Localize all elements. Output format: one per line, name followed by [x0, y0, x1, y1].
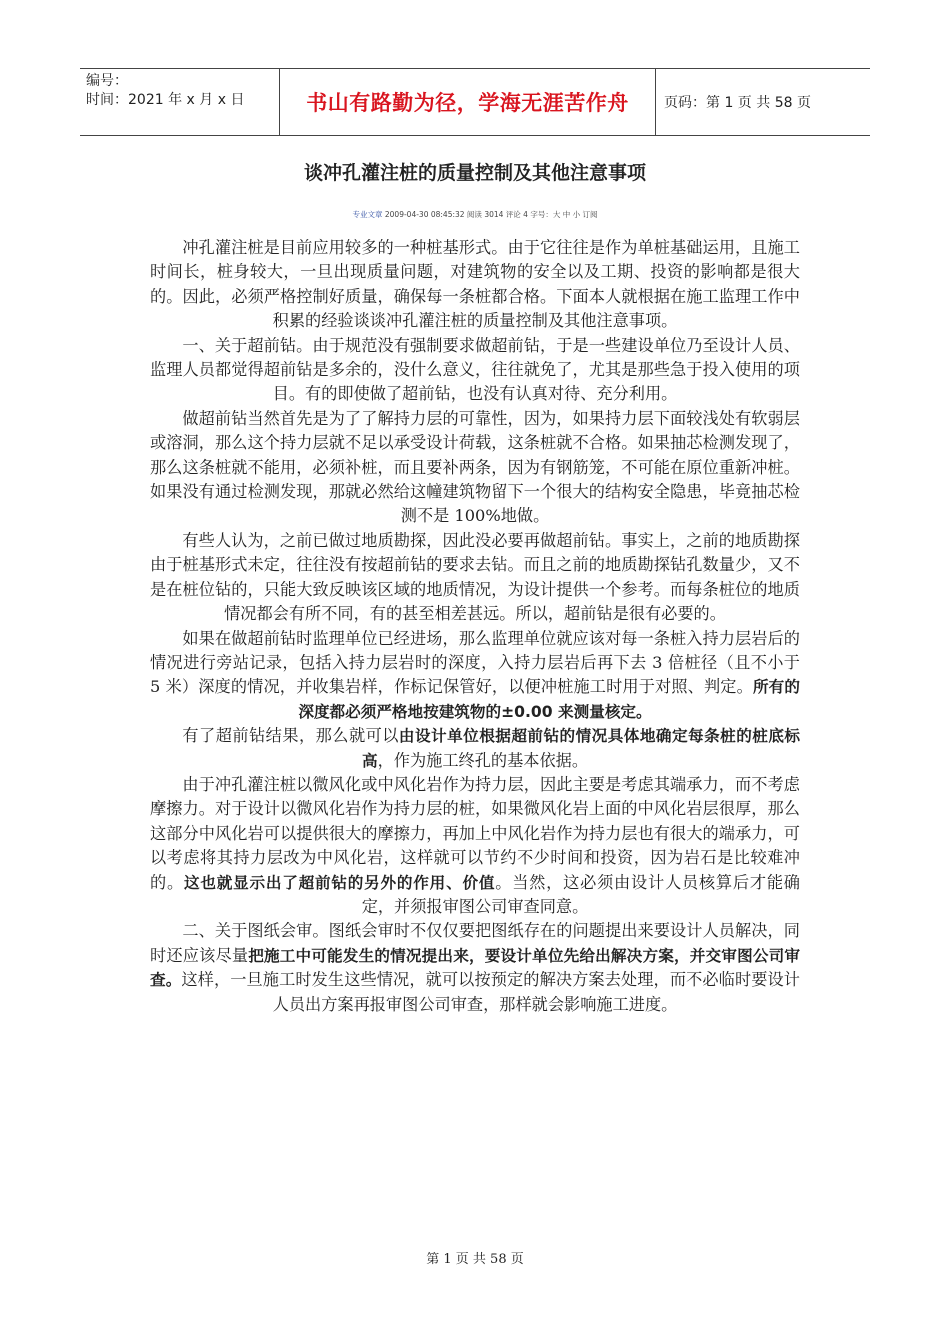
text-run: 如果在做超前钻时监理单位已经进场，那么监理单位就应该对每一条桩入持力层岩后的情况进行旁站记录，包括入持力层岩时的深度，入持力层岩后再下去 3 倍桩径（且不小于 5 米）深度的情况，并收集岩样，作标记保管好，以便冲桩施工时用于对照、判定。 — [150, 628, 800, 697]
text-run: 一、关于超前钻。由于规范没有强制要求做超前钻，于是一些建设单位乃至设计人员、监理人员都觉得超前钻是多余的，没什么意义，往往就免了，尤其是那些急于投入使用的项目。有的即使做了超前钻，也没有认真对待、充分利用。 — [150, 335, 800, 404]
paragraph — [150, 627, 800, 725]
bold-text: 这也就显示出了超前钻的另外的作用、价值 — [183, 873, 496, 892]
category-link[interactable]: 专业文章 — [352, 210, 383, 219]
document-number-label: 编号： — [86, 73, 128, 89]
paragraph — [150, 919, 800, 1017]
text-run: 由于冲孔灌注桩以微风化或中风化岩作为持力层，因此主要是考虑其端承力，而不考虑摩擦力。对于设计以微风化岩作为持力层的桩，如果微风化岩上面的中风化岩层很厚，那么这部分中风化岩可以提供很大的摩擦力，再加上中风化岩作为持力层也有很大的端承力，可以考虑将其持力层改为中风化岩，这样就可以节约不少时间和投资，因为岩石是比较难冲的。 — [150, 774, 800, 892]
bold-text: 把施工中可能发生的情况提出来，要设计单位先给出解决方案，并交审图公司审查。 — [150, 946, 800, 990]
text-run: 冲孔灌注桩是目前应用较多的一种桩基形式。由于它往往是作为单桩基础运用，且施工时间长，桩身较大，一旦出现质量问题，对建筑物的安全以及工期、投资的影响都是很大的。因此，必须严格控制好质量，确保每一条桩都合格。下面本人就根据在施工监理工作中积累的经验谈谈冲孔灌注桩的质量控制及其他注意事项。 — [150, 238, 800, 331]
text-run: 二、关于图纸会审。图纸会审时不仅仅要把图纸存在的问题提出来要设计人员解决，同时还应该尽量 — [150, 921, 800, 965]
paragraph — [150, 407, 800, 529]
article-meta — [0, 209, 950, 220]
page-footer: 第 1 页 共 58 页 — [426, 1252, 524, 1267]
text-run: 有些人认为，之前已做过地质勘探，因此没必要再做超前钻。事实上，之前的地质勘探由于桩基形式未定，往往没有按超前钻的要求去钻。而且之前的地质勘探钻孔数量少，又不是在桩位钻的，只能大致反映该区域的地质情况，为设计提供一个参考。而每条桩位的地质情况都会有所不同，有的甚至相差甚远。所以，超前钻是很有必要的。 — [150, 530, 800, 624]
header-left-cell — [80, 69, 280, 135]
paragraph — [150, 334, 800, 407]
text-run: 有了超前钻结果，那么就可以 — [182, 726, 399, 746]
text-run: 这样，一旦施工时发生这些情况，就可以按预定的解决方案去处理，而不必临时要设计人员出方案再报审图公司审查，那样就会影响施工进度。 — [181, 970, 800, 1014]
header-table — [80, 68, 870, 136]
article-body — [150, 236, 800, 1017]
text-run: 。当然，这必须由设计人员核算后才能确定，并须报审图公司审查同意。 — [361, 872, 800, 916]
header-motto: 书山有路勤为径，学海无涯苦作舟 — [280, 69, 656, 135]
document-time-label: 时间：2021 年 x 月 x 日 — [86, 92, 245, 108]
text-run: 做超前钻当然首先是为了了解持力层的可靠性，因为，如果持力层下面较浅处有软弱层或溶洞，那么这个持力层就不足以承受设计荷载，这条桩就不合格。如果抽芯检测发现了，那么这条桩就不能用，必须补桩，而且要补两条，因为有钢筋笼，不可能在原位重新冲桩。如果没有通过检测发现，那就必然给这幢建筑物留下一个很大的结构安全隐患，毕竟抽芯检测不是 100%地做。 — [150, 408, 800, 526]
header-page-info: 页码：第 1 页 共 58 页 — [664, 95, 811, 111]
paragraph — [150, 529, 800, 627]
paragraph — [150, 236, 800, 334]
article-title: 谈冲孔灌注桩的质量控制及其他注意事项 — [303, 162, 646, 184]
bold-text: 所有的深度都必须严格地按建筑物的±0.00 来测量核定。 — [298, 678, 800, 721]
article-meta-info: 2009-04-30 08:45:32 阅读 3014 评论 4 字号：大 中 小 订阅 — [384, 210, 598, 219]
paragraph — [150, 773, 800, 919]
text-run: ，作为施工终孔的基本依据。 — [377, 750, 589, 770]
bold-text: 由设计单位根据超前钻的情况具体地确定每条桩的桩底标高 — [361, 727, 800, 770]
paragraph — [150, 724, 800, 773]
